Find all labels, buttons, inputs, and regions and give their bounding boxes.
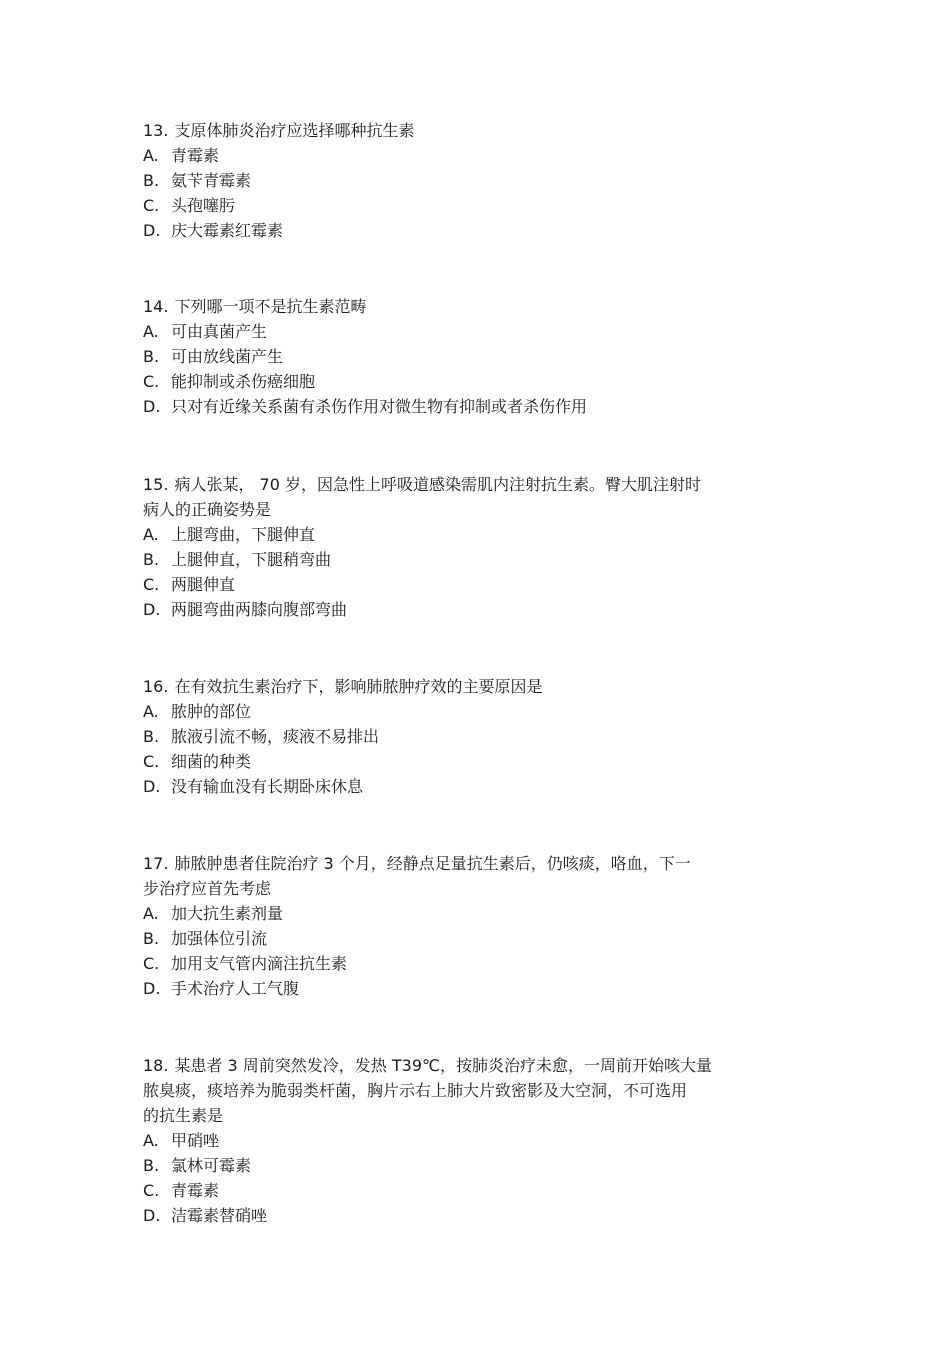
option-letter: A.: [143, 525, 159, 544]
option-text: 只对有近缘关系菌有杀伤作用对微生物有抑制或者杀伤作用: [171, 397, 588, 416]
option-c: [143, 193, 803, 218]
question-stem-continued: [143, 876, 803, 901]
option-text: 两腿弯曲两膝向腹部弯曲: [171, 600, 348, 619]
option-text: 脓液引流不畅，痰液不易排出: [171, 727, 380, 746]
option-c: [143, 749, 803, 774]
option-letter: C.: [143, 575, 160, 594]
option-letter: A.: [143, 322, 159, 341]
question-stem-continued: [143, 497, 803, 522]
option-letter: B.: [143, 171, 160, 190]
option-letter: C.: [143, 372, 160, 391]
question-text: 支原体肺炎治疗应选择哪种抗生素: [174, 121, 415, 140]
question-number: 13.: [143, 121, 169, 140]
option-letter: D.: [143, 221, 161, 240]
question-15: [143, 472, 803, 622]
option-b: [143, 926, 803, 951]
option-a: [143, 901, 803, 926]
option-letter: D.: [143, 777, 161, 796]
option-letter: B.: [143, 1156, 160, 1175]
option-letter: D.: [143, 979, 161, 998]
option-a: [143, 699, 803, 724]
option-text: 两腿伸直: [171, 575, 236, 594]
option-letter: A.: [143, 904, 159, 923]
option-text: 青霉素: [171, 1181, 220, 1200]
option-text: 甲硝唑: [171, 1131, 220, 1150]
question-text: 步治疗应首先考虑: [143, 879, 272, 898]
option-a: [143, 319, 803, 344]
option-text: 上腿伸直，下腿稍弯曲: [171, 550, 332, 569]
option-text: 上腿弯曲，下腿伸直: [171, 525, 316, 544]
option-d: [143, 976, 803, 1001]
option-d: [143, 597, 803, 622]
option-c: [143, 572, 803, 597]
option-a: [143, 1128, 803, 1153]
option-letter: C.: [143, 752, 160, 771]
question-stem-continued: [143, 1078, 803, 1103]
option-letter: A.: [143, 146, 159, 165]
question-text: 病人的正确姿势是: [143, 500, 272, 519]
option-letter: B.: [143, 727, 160, 746]
option-letter: B.: [143, 929, 160, 948]
option-text: 可由放线菌产生: [171, 347, 284, 366]
question-text: 下列哪一项不是抗生素范畴: [174, 297, 367, 316]
question-14: [143, 294, 803, 419]
option-b: [143, 168, 803, 193]
option-d: [143, 774, 803, 799]
question-text: 肺脓肿患者住院治疗 3 个月，经静点足量抗生素后，仍咳痰，咯血，下一: [174, 854, 691, 873]
question-13: [143, 118, 803, 243]
question-stem: [143, 118, 803, 143]
option-letter: A.: [143, 702, 159, 721]
option-letter: B.: [143, 550, 160, 569]
option-b: [143, 344, 803, 369]
option-a: [143, 522, 803, 547]
option-letter: C.: [143, 954, 160, 973]
question-text: 在有效抗生素治疗下，影响肺脓肿疗效的主要原因是: [174, 677, 543, 696]
question-stem: [143, 1053, 803, 1078]
option-text: 氯林可霉素: [171, 1156, 252, 1175]
question-stem: [143, 851, 803, 876]
option-letter: D.: [143, 1206, 161, 1225]
option-d: [143, 394, 803, 419]
option-b: [143, 724, 803, 749]
question-number: 17.: [143, 854, 169, 873]
option-b: [143, 547, 803, 572]
option-text: 加强体位引流: [171, 929, 268, 948]
option-text: 细菌的种类: [171, 752, 252, 771]
question-text: 脓臭痰，痰培养为脆弱类杆菌，胸片示右上肺大片致密影及大空洞，不可选用: [143, 1081, 688, 1100]
option-text: 可由真菌产生: [171, 322, 268, 341]
option-letter: D.: [143, 600, 161, 619]
question-18: [143, 1053, 803, 1228]
question-stem: [143, 674, 803, 699]
question-stem-continued: [143, 1103, 803, 1128]
option-text: 氨苄青霉素: [171, 171, 252, 190]
option-d: [143, 218, 803, 243]
question-number: 16.: [143, 677, 169, 696]
question-text: 病人张某， 70 岁，因急性上呼吸道感染需肌内注射抗生素。臀大肌注射时: [174, 475, 701, 494]
question-number: 14.: [143, 297, 169, 316]
question-stem: [143, 294, 803, 319]
option-text: 庆大霉素红霉素: [171, 221, 284, 240]
option-text: 没有输血没有长期卧床休息: [171, 777, 364, 796]
option-b: [143, 1153, 803, 1178]
option-text: 加大抗生素剂量: [171, 904, 284, 923]
option-letter: B.: [143, 347, 160, 366]
question-number: 18.: [143, 1056, 169, 1075]
option-text: 手术治疗人工气腹: [171, 979, 300, 998]
option-text: 洁霉素替硝唑: [171, 1206, 268, 1225]
option-text: 加用支气管内滴注抗生素: [171, 954, 348, 973]
option-text: 头孢噻肟: [171, 196, 236, 215]
option-c: [143, 1178, 803, 1203]
question-text: 的抗生素是: [143, 1106, 224, 1125]
option-text: 能抑制或杀伤癌细胞: [171, 372, 316, 391]
option-letter: D.: [143, 397, 161, 416]
option-d: [143, 1203, 803, 1228]
option-letter: A.: [143, 1131, 159, 1150]
option-text: 脓肿的部位: [171, 702, 252, 721]
option-a: [143, 143, 803, 168]
option-letter: C.: [143, 196, 160, 215]
option-c: [143, 951, 803, 976]
question-16: [143, 674, 803, 799]
question-17: [143, 851, 803, 1001]
option-text: 青霉素: [171, 146, 220, 165]
option-c: [143, 369, 803, 394]
question-text: 某患者 3 周前突然发冷，发热 T39℃，按肺炎治疗未愈，一周前开始咳大量: [174, 1056, 712, 1075]
question-number: 15.: [143, 475, 169, 494]
question-stem: [143, 472, 803, 497]
option-letter: C.: [143, 1181, 160, 1200]
